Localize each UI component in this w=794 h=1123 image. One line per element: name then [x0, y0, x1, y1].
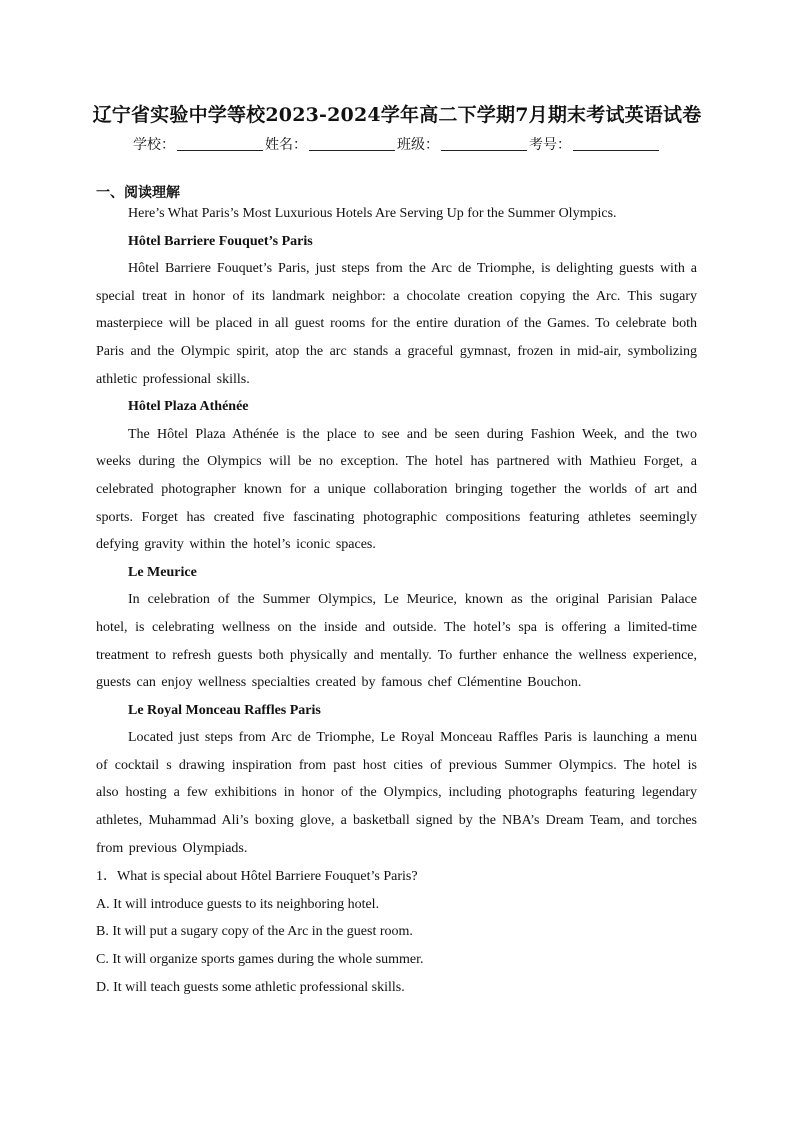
hotel-heading: Hôtel Barriere Fouquet’s Paris: [128, 233, 313, 249]
hotel-heading: Le Meurice: [128, 564, 197, 580]
answer-option-d[interactable]: D. It will teach guests some athletic professional skills.: [96, 979, 405, 995]
hotel-paragraph: Hôtel Barriere Fouquet’s Paris, just steps from the Arc de Triomphe, is delighting guests with a special treat in honor of its landmark neighbor: a chocolate creation copying the Arc. This sugary masterpiece will be placed in all guest rooms for the entire duration of the Games. To celebrate both Paris and the Olympic spirit, atop the arc stands a graceful gymnast, frozen in mid-air, symbolizing athletic professional skills.: [96, 261, 697, 387]
number-blank[interactable]: [573, 136, 659, 151]
class-label: 班级：: [397, 137, 439, 153]
hotel-paragraph: The Hôtel Plaza Athénée is the place to see and be seen during Fashion Week, and the two weeks during the Olympics will be no exception. The hotel has partnered with Mathieu Forget, a celebrated photographer known for a unique collaboration bringing together the worlds of art and sports. Forget has created five fascinating photographic compositions featuring athletes seemingly defying gravity within the hotel’s iconic spaces.: [96, 426, 697, 553]
school-label: 学校：: [133, 137, 175, 153]
number-label: 考号：: [529, 137, 571, 153]
class-blank[interactable]: [441, 136, 527, 151]
hotel-heading: Le Royal Monceau Raffles Paris: [128, 702, 321, 718]
passage-intro: Here’s What Paris’s Most Luxurious Hotels Are Serving Up for the Summer Olympics.: [128, 206, 617, 221]
hotel-paragraph: In celebration of the Summer Olympics, Le Meurice, known as the original Parisian Palace hotel, is celebrating wellness on the inside and outside. The hotel’s spa is offering a limited-time treatment to refresh guests both physically and mentally. To further enhance the wellness experience, guests can enjoy wellness specialties created by famous chef Clémentine Bouchon.: [96, 592, 697, 691]
name-label: 姓名：: [265, 137, 307, 153]
reading-passage: [96, 200, 697, 1001]
school-blank[interactable]: [177, 136, 263, 151]
section-title: 一、阅读理解: [96, 185, 180, 201]
name-blank[interactable]: [309, 136, 395, 151]
answer-option-c[interactable]: C. It will organize sports games during the whole summer.: [96, 952, 424, 968]
page-title: 辽宁省实验中学等校2023-2024学年高二下学期7月期末考试英语试卷: [92, 104, 702, 126]
hotel-paragraph: Located just steps from Arc de Triomphe, Le Royal Monceau Raffles Paris is launching a menu of cocktail s drawing inspiration from past host cities of previous Summer Olympics. The hotel is also hosting a few exhibitions in honor of the Olympics, including photographs featuring legendary athletes, Muhammad Ali’s boxing glove, a basketball signed by the NBA’s Dream Team, and torches from previous Olympiads.: [96, 730, 697, 856]
hotel-heading: Hôtel Plaza Athénée: [128, 399, 249, 415]
answer-option-b[interactable]: B. It will put a sugary copy of the Arc in the guest room.: [96, 924, 413, 940]
student-info-row: [0, 134, 794, 154]
question-stem: 1．What is special about Hôtel Barriere Fouquet’s Paris?: [96, 869, 418, 885]
answer-option-a[interactable]: A. It will introduce guests to its neighboring hotel.: [96, 896, 380, 912]
